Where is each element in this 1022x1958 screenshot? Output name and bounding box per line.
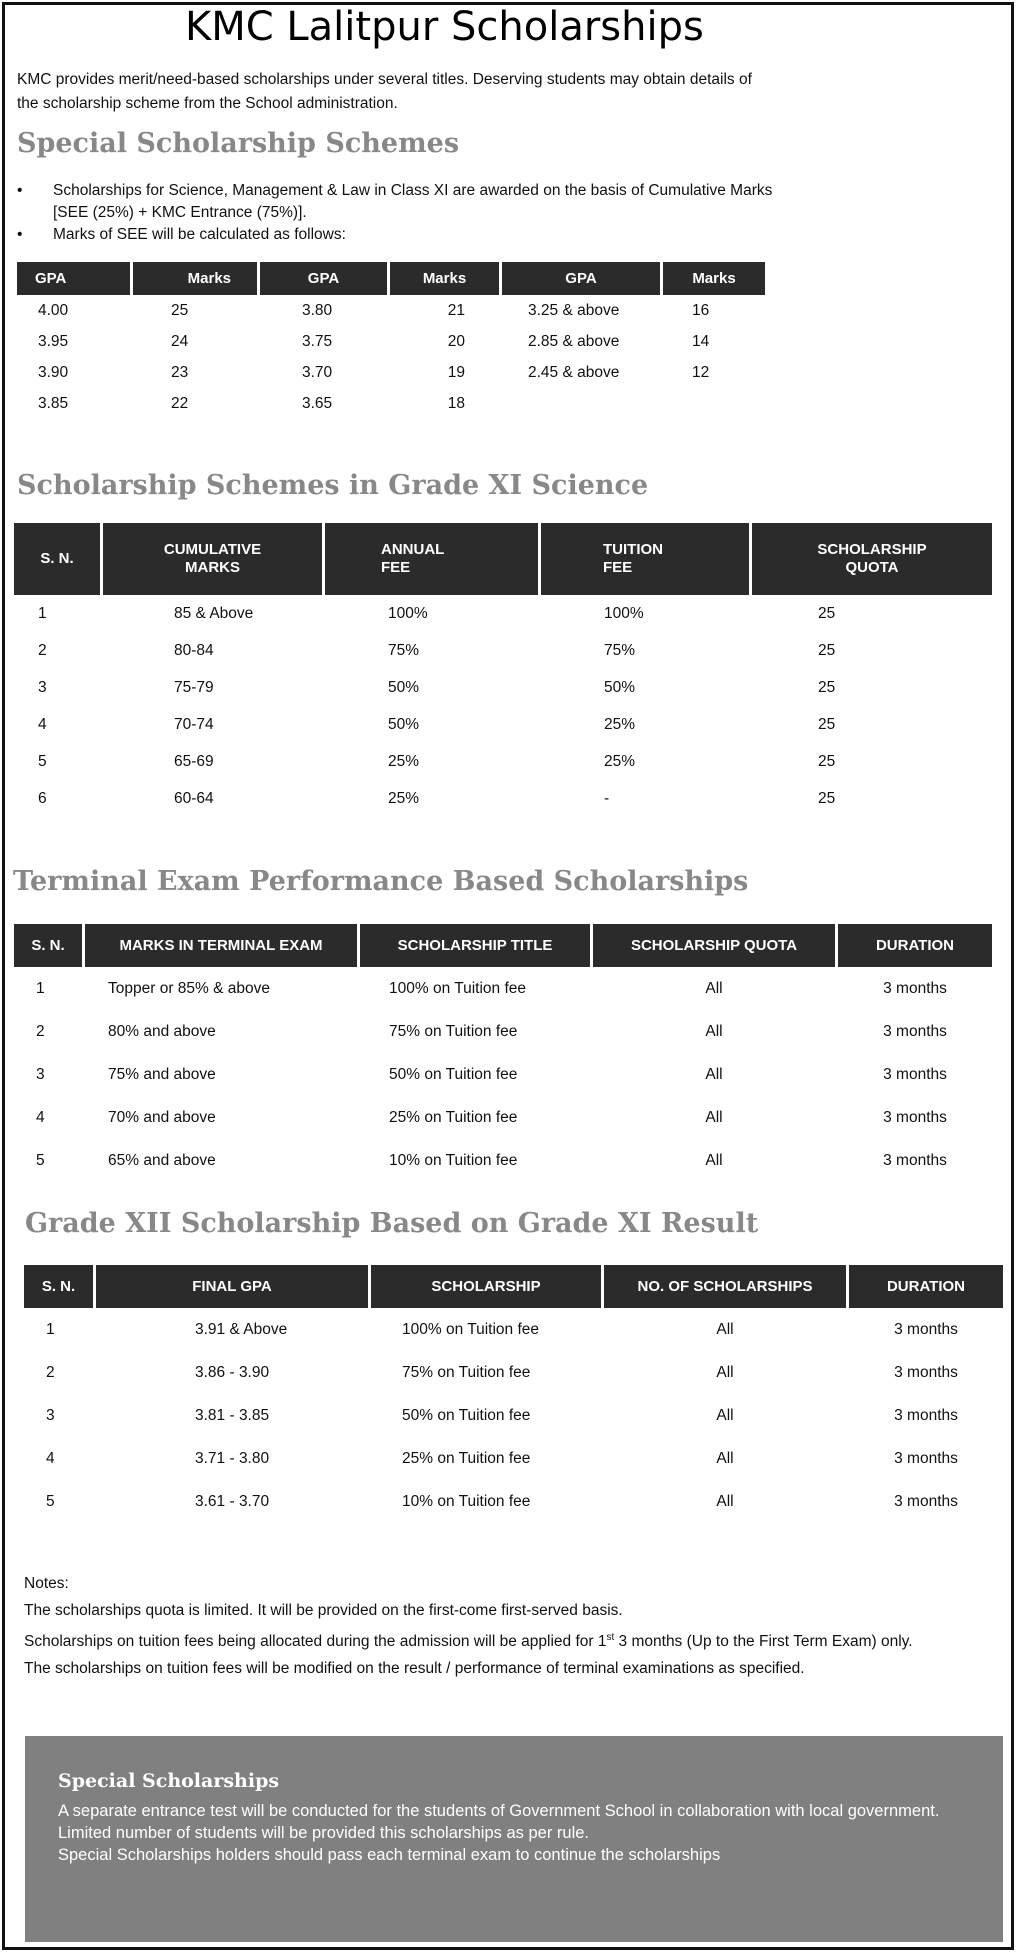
table-cell [663, 388, 765, 419]
table-cell: 25% [388, 752, 420, 770]
header-line: ANNUAL [381, 541, 445, 558]
table-cell: All [705, 1108, 723, 1126]
column-header: GPA [260, 262, 387, 295]
column-header [541, 523, 749, 595]
table-row [14, 1053, 992, 1096]
table-cell: All [716, 1363, 734, 1381]
table-cell: 23 [171, 363, 189, 381]
science-scholarship-table [11, 523, 995, 817]
table-cell: 100% on Tuition fee [402, 1320, 540, 1338]
table-cell: 2 [36, 1022, 45, 1040]
table-cell: 21 [447, 301, 465, 319]
special-box-line: Limited number of students will be provided this scholarships as per rule. [58, 1824, 590, 1842]
table-cell: 5 [36, 1151, 45, 1169]
table-cell: 3.85 [38, 394, 69, 412]
table-cell: 50% on Tuition fee [402, 1406, 531, 1424]
table-row [14, 706, 992, 743]
gpa-marks-table [14, 262, 768, 419]
table-cell: 3 months [883, 1108, 947, 1126]
note-superscript: st [606, 1632, 615, 1643]
table-cell: 65-69 [174, 752, 214, 770]
header-line: FEE [603, 559, 633, 576]
table-row [14, 967, 992, 1010]
table-cell: 25% [604, 715, 636, 733]
column-header: Marks [133, 262, 257, 295]
table-cell: 4 [38, 715, 47, 733]
column-header: SCHOLARSHIP QUOTA [593, 924, 835, 967]
table-cell: 60-64 [174, 789, 214, 807]
page-title: KMC Lalitpur Scholarships [185, 4, 704, 50]
table-cell: 1 [36, 979, 45, 997]
notes-section [24, 1570, 984, 1682]
bullet-item: • Scholarships for Science, Management & Law in Class XI are awarded on the basis of Cumulative Marks [SEE (25%) + KMC Entrance (75%)]. [17, 180, 797, 224]
note-line [24, 1624, 984, 1655]
table-header-row [24, 1265, 1003, 1308]
table-cell: 75% and above [108, 1065, 216, 1083]
notes-label: Notes: [24, 1575, 69, 1592]
column-header: DURATION [838, 924, 992, 967]
table-row [24, 1480, 1003, 1523]
table-cell: 3.80 [302, 301, 333, 319]
table-cell: 25 [818, 604, 836, 622]
table-cell: 85 & Above [174, 604, 254, 622]
table-cell: 3.86 - 3.90 [195, 1363, 270, 1381]
terminal-heading: Terminal Exam Performance Based Scholarships [13, 866, 749, 897]
column-header [325, 523, 538, 595]
table-cell: 2 [38, 641, 47, 659]
intro-text: KMC provides merit/need-based scholarships under several titles. Deserving students may obtain details of the scholarship scheme from the School administration. [17, 71, 752, 112]
table-cell: All [716, 1449, 734, 1467]
table-row [24, 1308, 1003, 1351]
note-text: Scholarships on tuition fees being allocated during the admission will be applied for 1 [24, 1633, 607, 1651]
table-cell: 3.95 [38, 332, 69, 350]
table-cell: 14 [692, 332, 710, 350]
table-cell: 25% [388, 789, 420, 807]
special-schemes-heading: Special Scholarship Schemes [17, 128, 460, 159]
note-line: The scholarships on tuition fees will be modified on the result / performance of terminal examinations as specified. [24, 1660, 805, 1678]
table-row [24, 1437, 1003, 1480]
table-cell: 3 months [883, 1151, 947, 1169]
table-row [17, 326, 765, 357]
table-cell: - [604, 789, 610, 807]
table-cell: 3.70 [302, 363, 333, 381]
table-row [17, 295, 765, 326]
table-cell: 3 months [883, 1022, 947, 1040]
table-cell: 19 [447, 363, 465, 381]
table-cell: All [705, 1065, 723, 1083]
table-cell: 25 [818, 641, 836, 659]
table-cell: 20 [447, 332, 465, 350]
table-cell: 1 [38, 604, 47, 622]
table-cell: 100% [604, 604, 644, 622]
table-cell: Topper or 85% & above [108, 979, 270, 997]
table-row [24, 1351, 1003, 1394]
table-cell: 1 [46, 1320, 55, 1338]
table-cell: 3.81 - 3.85 [195, 1406, 270, 1424]
table-cell: 75% on Tuition fee [402, 1363, 531, 1381]
column-header: S. N. [24, 1265, 93, 1308]
table-cell: 100% on Tuition fee [389, 979, 527, 997]
table-cell: 75% [388, 641, 420, 659]
table-cell: 3.90 [38, 363, 69, 381]
science-heading: Scholarship Schemes in Grade XI Science [17, 470, 649, 501]
table-cell: 75-79 [174, 678, 214, 696]
table-cell: All [705, 1151, 723, 1169]
table-cell: 75% [604, 641, 636, 659]
table-cell: 6 [38, 789, 47, 807]
table-cell: 18 [447, 394, 465, 412]
table-cell: 25 [818, 678, 836, 696]
header-line: SCHOLARSHIP [817, 541, 927, 558]
column-header: SCHOLARSHIP [371, 1265, 601, 1308]
table-cell: 3.75 [302, 332, 333, 350]
header-line: CUMULATIVE [163, 541, 262, 558]
table-cell: All [716, 1406, 734, 1424]
header-line: MARKS [185, 559, 240, 576]
column-header: FINAL GPA [96, 1265, 368, 1308]
table-cell [502, 388, 660, 419]
grade12-scholarship-table [21, 1265, 1006, 1523]
table-cell: 12 [692, 363, 710, 381]
table-cell: 3 months [894, 1320, 958, 1338]
terminal-scholarship-table [11, 924, 995, 1182]
table-cell: 3 months [883, 1065, 947, 1083]
table-cell: 25 [818, 715, 836, 733]
table-cell: 22 [171, 394, 189, 412]
table-header-row [17, 262, 765, 295]
column-header: MARKS IN TERMINAL EXAM [85, 924, 357, 967]
header-line: FEE [381, 559, 411, 576]
table-cell: 25% on Tuition fee [389, 1108, 518, 1126]
table-cell: 50% on Tuition fee [389, 1065, 518, 1083]
table-cell: 4.00 [38, 301, 69, 319]
table-cell: 3 [36, 1065, 45, 1083]
table-header-row [14, 523, 992, 595]
table-cell: 5 [46, 1492, 55, 1510]
table-cell: All [716, 1492, 734, 1510]
table-cell: 50% [388, 678, 420, 696]
table-cell: 75% on Tuition fee [389, 1022, 518, 1040]
special-scholarships-box [25, 1736, 1003, 1942]
table-cell: 4 [36, 1108, 45, 1126]
column-header [14, 523, 100, 595]
table-cell: 3 [38, 678, 47, 696]
table-cell: All [705, 1022, 723, 1040]
bullet-item: • Marks of SEE will be calculated as follows: [17, 224, 797, 246]
special-box-title: Special Scholarships [58, 1770, 280, 1792]
table-cell: 24 [171, 332, 189, 350]
table-row [14, 743, 992, 780]
table-cell: 3 months [883, 979, 947, 997]
table-cell: 2.85 & above [528, 332, 620, 350]
table-cell: 25 [818, 789, 836, 807]
table-cell: 25 [171, 301, 189, 319]
column-header: Marks [390, 262, 499, 295]
table-cell: 80% and above [108, 1022, 216, 1040]
table-cell: 16 [692, 301, 710, 319]
table-cell: 5 [38, 752, 47, 770]
column-header: DURATION [849, 1265, 1003, 1308]
column-header [752, 523, 992, 595]
note-line: The scholarships quota is limited. It will be provided on the first-come first-served basis. [24, 1602, 623, 1619]
table-cell: 3 [46, 1406, 55, 1424]
header-line: S. N. [40, 550, 74, 567]
table-row [17, 357, 765, 388]
table-header-row [14, 924, 992, 967]
table-cell: 3 months [894, 1492, 958, 1510]
grade12-heading: Grade XII Scholarship Based on Grade XI Result [25, 1208, 759, 1239]
table-row [14, 669, 992, 706]
special-box-line: Special Scholarships holders should pass each terminal exam to continue the scholarships [58, 1846, 721, 1864]
table-row [24, 1394, 1003, 1437]
table-row [14, 1010, 992, 1053]
table-row [14, 1139, 992, 1182]
table-cell: 3 months [894, 1363, 958, 1381]
table-cell: 80-84 [174, 641, 214, 659]
column-header: NO. OF SCHOLARSHIPS [604, 1265, 846, 1308]
table-cell: 25% [604, 752, 636, 770]
table-cell: 4 [46, 1449, 55, 1467]
table-cell: 10% on Tuition fee [402, 1492, 531, 1510]
table-row [14, 632, 992, 669]
column-header: SCHOLARSHIP TITLE [360, 924, 590, 967]
table-cell: 65% and above [108, 1151, 216, 1169]
table-cell: 70% and above [108, 1108, 216, 1126]
table-cell: 3.65 [302, 394, 333, 412]
table-cell: 3.25 & above [528, 301, 620, 319]
table-cell: 3 months [894, 1406, 958, 1424]
table-cell: 70-74 [174, 715, 214, 733]
special-schemes-bullets [17, 180, 797, 246]
table-cell: 2.45 & above [528, 363, 620, 381]
table-row [14, 595, 992, 632]
table-cell: All [705, 979, 723, 997]
header-line: QUOTA [845, 559, 899, 576]
table-cell: 10% on Tuition fee [389, 1151, 518, 1169]
column-header [103, 523, 322, 595]
column-header: GPA [17, 262, 130, 295]
column-header: GPA [502, 262, 660, 295]
table-cell: All [716, 1320, 734, 1338]
table-row [17, 388, 765, 419]
header-line: TUITION [603, 541, 663, 558]
column-header: Marks [663, 262, 765, 295]
table-cell: 25 [818, 752, 836, 770]
table-cell: 2 [46, 1363, 55, 1381]
table-row [14, 1096, 992, 1139]
note-text: 3 months (Up to the First Term Exam) only. [614, 1633, 913, 1651]
table-cell: 3.91 & Above [195, 1320, 288, 1338]
table-cell: 3.61 - 3.70 [195, 1492, 270, 1510]
table-cell: 50% [604, 678, 636, 696]
table-cell: 50% [388, 715, 420, 733]
table-row [14, 780, 992, 817]
table-cell: 3.71 - 3.80 [195, 1449, 270, 1467]
special-box-line: A separate entrance test will be conducted for the students of Government School in collaboration with local government. [58, 1802, 940, 1820]
table-cell: 3 months [894, 1449, 958, 1467]
table-cell: 25% on Tuition fee [402, 1449, 531, 1467]
column-header: S. N. [14, 924, 82, 967]
table-cell: 100% [388, 604, 428, 622]
